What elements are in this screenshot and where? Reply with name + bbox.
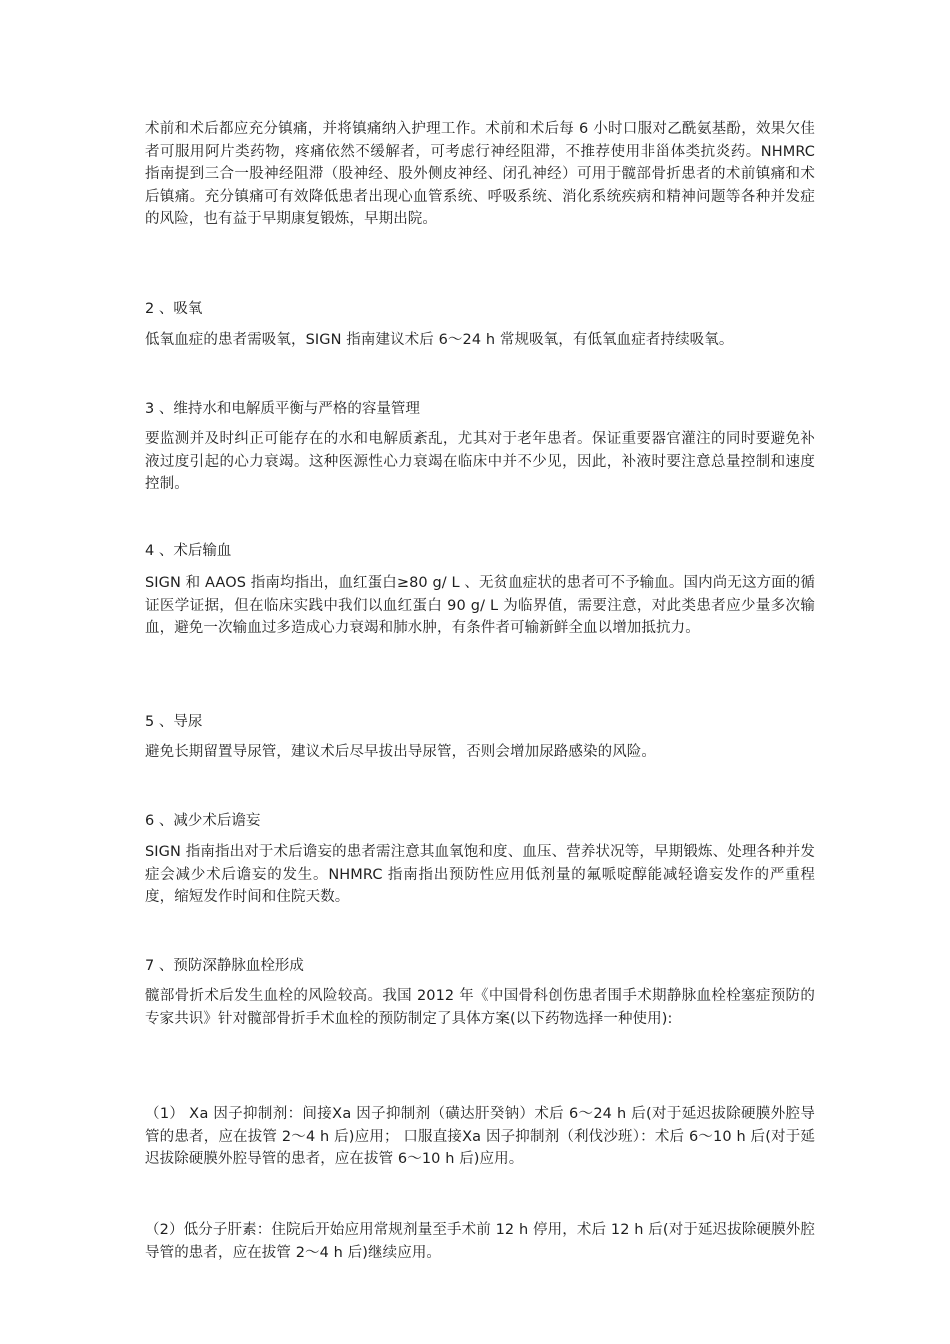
section-heading: 2 、吸氧 bbox=[145, 301, 203, 317]
intro-paragraph bbox=[145, 118, 815, 231]
section-heading: 7 、预防深静脉血栓形成 bbox=[145, 958, 304, 974]
body-text: 避免长期留置导尿管，建议术后尽早拔出导尿管，否则会增加尿路感染的风险。 bbox=[145, 744, 656, 760]
dvt-option-2 bbox=[145, 1219, 815, 1264]
dvt-paragraph bbox=[145, 985, 815, 1030]
section-heading-transfusion bbox=[145, 540, 815, 562]
body-text: 髋部骨折术后发生血栓的风险较高。我国 2012 年《中国骨科创伤患者围手术期静脉血栓栓塞症预防的专家共识》针对髋部骨折手术血栓的预防制定了具体方案(以下药物选择一种使用): bbox=[145, 988, 815, 1027]
section-heading-catheter bbox=[145, 711, 815, 733]
body-text: （1） Ⅹa 因子抑制剂：间接Ⅹa 因子抑制剂（磺达肝癸钠）术后 6～24 h 后(对于延迟拔除硬膜外腔导管的患者，应在拔管 2～4 h 后)应用； 口服直接Ⅹa 因子抑制剂（利伐沙班）：术后 6～10 h 后(对于延迟拔除硬膜外腔导管的患者，应在拔管 6～10 h 后)应用。 bbox=[145, 1106, 815, 1168]
section-heading: 6 、减少术后谵妄 bbox=[145, 813, 261, 829]
section-heading: 3 、维持水和电解质平衡与严格的容量管理 bbox=[145, 401, 420, 417]
body-text: （2）低分子肝素：住院后开始应用常规剂量至手术前 12 h 停用，术后 12 h 后(对于延迟拔除硬膜外腔导管的患者，应在拔管 2～4 h 后)继续应用。 bbox=[145, 1222, 815, 1261]
body-text: 低氧血症的患者需吸氧，SIGN 指南建议术后 6～24 h 常规吸氧，有低氧血症者持续吸氧。 bbox=[145, 332, 734, 348]
section-heading: 5 、导尿 bbox=[145, 714, 203, 730]
section-heading-delirium bbox=[145, 810, 815, 832]
body-text: 要监测并及时纠正可能存在的水和电解质紊乱，尤其对于老年患者。保证重要器官灌注的同时要避免补液过度引起的心力衰竭。这种医源性心力衰竭在临床中并不少见，因此，补液时要注意总量控制和速度控制。 bbox=[145, 431, 815, 493]
section-heading-fluid bbox=[145, 398, 815, 420]
catheter-paragraph bbox=[145, 741, 815, 764]
dvt-option-1 bbox=[145, 1103, 815, 1171]
delirium-paragraph bbox=[145, 841, 815, 909]
transfusion-paragraph bbox=[145, 572, 815, 640]
section-heading-dvt bbox=[145, 955, 815, 977]
body-text: SIGN 指南指出对于术后谵妄的患者需注意其血氧饱和度、血压、营养状况等，早期锻炼、处理各种并发症会减少术后谵妄的发生。NHMRC 指南指出预防性应用低剂量的氟哌啶醇能减轻谵妄发作的严重程度，缩短发作时间和住院天数。 bbox=[145, 844, 815, 906]
body-text: 术前和术后都应充分镇痛，并将镇痛纳入护理工作。术前和术后每 6 小时口服对乙酰氨基酚，效果欠佳者可服用阿片类药物，疼痛依然不缓解者，可考虑行神经阻滞，不推荐使用非甾体类抗炎药。NHMRC 指南提到三合一股神经阻滞（股神经、股外侧皮神经、闭孔神经）可用于髋部骨折患者的术前镇痛和术后镇痛。充分镇痛可有效降低患者出现心血管系统、呼吸系统、消化系统疾病和精神问题等各种并发症的风险，也有益于早期康复锻炼，早期出院。 bbox=[145, 121, 815, 228]
body-text: SIGN 和 AAOS 指南均指出，血红蛋白≥80 g/ L 、无贫血症状的患者可不予输血。国内尚无这方面的循证医学证据，但在临床实践中我们以血红蛋白 90 g/ L 为临界值，需要注意，对此类患者应少量多次输血，避免一次输血过多造成心力衰竭和肺水肿，有条件者可输新鲜全血以增加抵抗力。 bbox=[145, 575, 815, 637]
fluid-paragraph bbox=[145, 428, 815, 496]
section-heading-oxygen bbox=[145, 298, 815, 320]
section-heading: 4 、术后输血 bbox=[145, 543, 232, 559]
oxygen-paragraph bbox=[145, 329, 815, 352]
